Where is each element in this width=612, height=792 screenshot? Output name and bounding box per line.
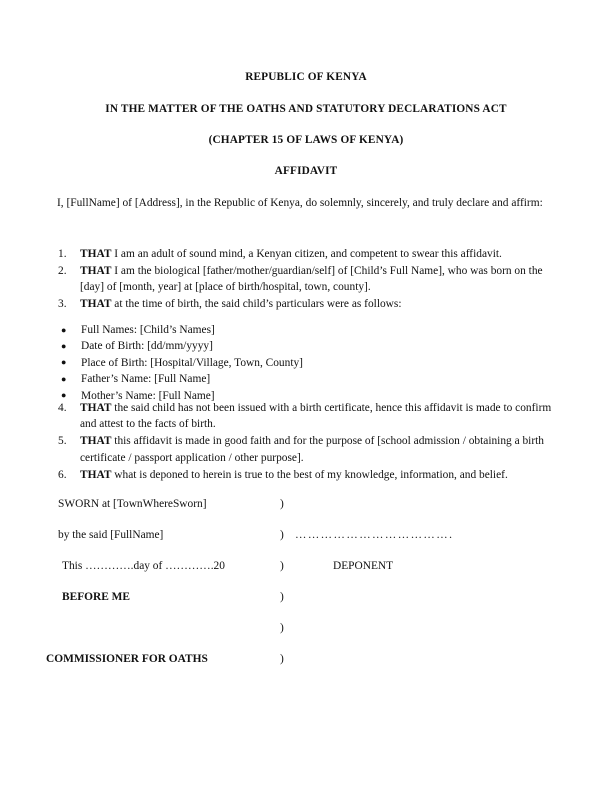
clause-keyword: THAT (80, 298, 112, 311)
jurat-row (0, 622, 612, 653)
intro-paragraph: I, [FullName] of [Address], in the Republic of Kenya, do solemnly, sincerely, and truly declare and affirm: (57, 197, 543, 209)
clause-list-first (56, 246, 556, 313)
clause-keyword: THAT (80, 264, 112, 277)
jurat-row (0, 653, 612, 684)
heading-republic-of-kenya: REPUBLIC OF KENYA (245, 71, 367, 83)
list-item-label: Full Names: [Child’s Names] (81, 324, 215, 336)
clause-keyword: THAT (80, 468, 112, 481)
clause-keyword: THAT (80, 435, 112, 448)
list-item-label: Father’s Name: [Full Name] (81, 373, 211, 386)
jurat-brace: ) (280, 622, 284, 634)
clause-marker: 4. (58, 402, 67, 414)
bullet-icon: ● (61, 340, 67, 351)
clause-item (56, 433, 556, 466)
clause-text: this affidavit is made in good faith and for the purpose of [school admission / obtaining a birth certificate / passport application / other purpose]. (80, 435, 544, 464)
clause-item (56, 467, 556, 483)
clause-marker: 1. (58, 248, 67, 260)
jurat-label-by-the-said: by the said [FullName] (58, 529, 164, 541)
clause-text: the said child has not been issued with a birth certificate, hence this affidavit is made to confirm and attest to the facts of birth. (80, 402, 552, 431)
bullet-icon: ● (61, 390, 67, 401)
jurat-brace: ) (280, 529, 284, 541)
jurat-brace: ) (280, 653, 284, 665)
list-item (56, 322, 546, 338)
clause-text: what is deponed to herein is true to the best of my knowledge, information, and belief. (111, 468, 508, 481)
deponent-label: DEPONENT (333, 560, 394, 572)
list-item-label: Date of Birth: [dd/mm/yyyy] (81, 340, 213, 353)
clause-item (56, 400, 556, 433)
jurat-brace: ) (280, 591, 284, 603)
jurat-brace: ) (280, 498, 284, 510)
heading-matter-of-the-oaths: IN THE MATTER OF THE OATHS AND STATUTORY DECLARATIONS ACT (105, 103, 507, 115)
list-item (56, 371, 546, 387)
clause-marker: 3. (58, 298, 67, 311)
heading-chapter: (CHAPTER 15 OF LAWS OF KENYA) (208, 134, 404, 146)
bullet-icon: ● (61, 324, 67, 335)
jurat-block (0, 498, 612, 684)
bullet-icon: ● (61, 357, 67, 368)
clause-keyword: THAT (80, 248, 112, 260)
jurat-row (0, 529, 612, 560)
clause-item (56, 263, 556, 296)
jurat-label-date-line: This ………….day of ………….20 (62, 560, 225, 572)
clause-text: I am an adult of sound mind, a Kenyan citizen, and competent to swear this affidavit. (111, 248, 502, 260)
clause-marker: 6. (58, 468, 67, 481)
clause-list-second (56, 400, 556, 484)
clause-marker: 5. (58, 435, 67, 448)
list-item (56, 355, 546, 371)
jurat-label-sworn-at: SWORN at [TownWhereSworn] (58, 498, 207, 510)
list-item-label: Place of Birth: [Hospital/Village, Town, County] (81, 356, 303, 369)
bullet-icon: ● (61, 373, 67, 384)
heading-affidavit: AFFIDAVIT (274, 165, 338, 177)
clause-item (56, 246, 556, 262)
jurat-label-before-me: BEFORE ME (62, 591, 131, 603)
jurat-row (0, 591, 612, 622)
jurat-label-commissioner: COMMISSIONER FOR OATHS (46, 653, 208, 665)
particulars-list (56, 322, 546, 404)
clause-marker: 2. (58, 264, 67, 277)
clause-item (56, 296, 556, 312)
clause-text: at the time of birth, the said child’s particulars were as follows: (111, 298, 402, 311)
clause-keyword: THAT (80, 402, 112, 414)
list-item-label: Mother’s Name: [Full Name] (81, 389, 215, 402)
jurat-row (0, 498, 612, 529)
clause-text: I am the biological [father/mother/guardian/self] of [Child’s Full Name], who was born on the [day] of [month, year] at [place of birth/hospital, town, county]. (80, 264, 543, 294)
list-item (56, 338, 546, 354)
jurat-row (0, 560, 612, 591)
signature-line: ………………………………. (295, 529, 454, 541)
jurat-brace: ) (280, 560, 284, 572)
